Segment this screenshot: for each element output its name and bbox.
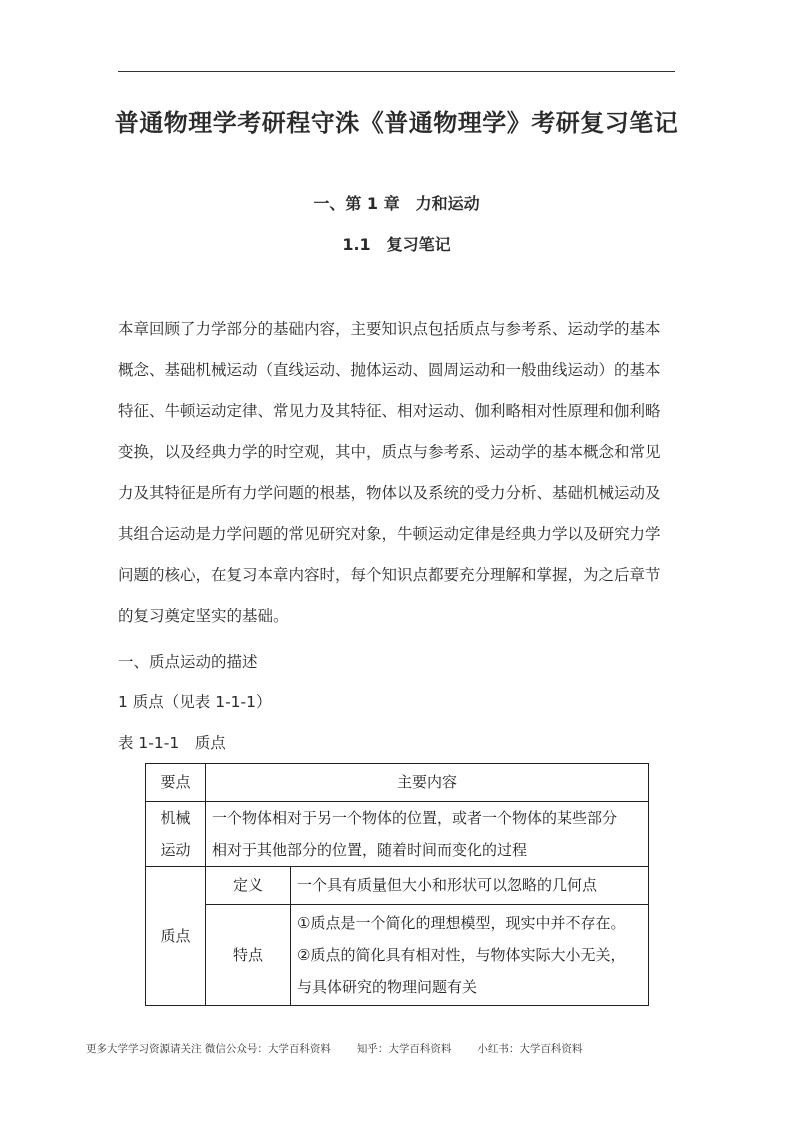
content-cell: 一个具有质量但大小和形状可以忽略的几何点 [291, 867, 649, 905]
particle-table [145, 763, 649, 1006]
header-cell: 主要内容 [206, 764, 649, 802]
footer-zhihu: 知乎：大学百科资料 [356, 1043, 452, 1055]
intro-line: 概念、基础机械运动（直线运动、抛体运动、圆周运动和一般曲线运动）的基本 [118, 361, 661, 379]
table-row [146, 802, 649, 867]
intro-line: 问题的核心，在复习本章内容时，每个知识点都要充分理解和掌握，为之后章节 [118, 566, 661, 584]
intro-line: 的复习奠定坚实的基础。 [118, 607, 289, 625]
cell-text: ②质点的简化具有相对性，与物体实际大小无关， [297, 946, 626, 964]
table-caption: 表 1-1-1 质点 [118, 734, 226, 752]
table-row [146, 867, 649, 905]
intro-line: 变换，以及经典力学的时空观，其中，质点与参考系、运动学的基本概念和常见 [118, 443, 661, 461]
footer-xiaohongshu: 小红书：大学百科资料 [477, 1043, 583, 1055]
header-cell: 要点 [146, 764, 206, 802]
content-cell [291, 905, 649, 1006]
footer [86, 1041, 608, 1056]
section-heading: 1.1 复习笔记 [342, 235, 451, 254]
sub-key-cell: 特点 [206, 905, 291, 1006]
cell-text: 运动 [160, 841, 191, 859]
chapter-heading: 一、第 1 章 力和运动 [313, 194, 480, 213]
footer-wechat: 更多大学学习资源请关注 微信公众号：大学百科资料 [86, 1043, 331, 1055]
header-rule [118, 71, 675, 72]
cell-text: 相对于其他部分的位置，随着时间而变化的过程 [212, 841, 528, 859]
sub-key-cell: 定义 [206, 867, 291, 905]
table-row [146, 905, 649, 1006]
document-title: 普通物理学考研程守洙《普通物理学》考研复习笔记 [114, 109, 679, 137]
item-heading: 1 质点（见表 1-1-1） [118, 693, 272, 711]
subheading: 一、质点运动的描述 [118, 653, 258, 671]
cell-text: 与具体研究的物理问题有关 [297, 978, 478, 996]
content-cell [206, 802, 649, 867]
cell-text: ①质点是一个简化的理想模型，现实中并不存在。 [297, 914, 626, 932]
table-header-row [146, 764, 649, 802]
cell-text: 一个物体相对于另一个物体的位置，或者一个物体的某些部分 [212, 809, 618, 827]
intro-line: 力及其特征是所有力学问题的根基，物体以及系统的受力分析、基础机械运动及 [118, 484, 661, 502]
intro-line: 其组合运动是力学问题的常见研究对象，牛顿运动定律是经典力学以及研究力学 [118, 525, 661, 543]
cell-text: 机械 [160, 809, 191, 827]
intro-line: 本章回顾了力学部分的基础内容，主要知识点包括质点与参考系、运动学的基本 [118, 320, 661, 338]
intro-line: 特征、牛顿运动定律、常见力及其特征、相对运动、伽利略相对性原理和伽利略 [118, 402, 661, 420]
key-cell [146, 802, 206, 867]
key-cell: 质点 [146, 867, 206, 1006]
